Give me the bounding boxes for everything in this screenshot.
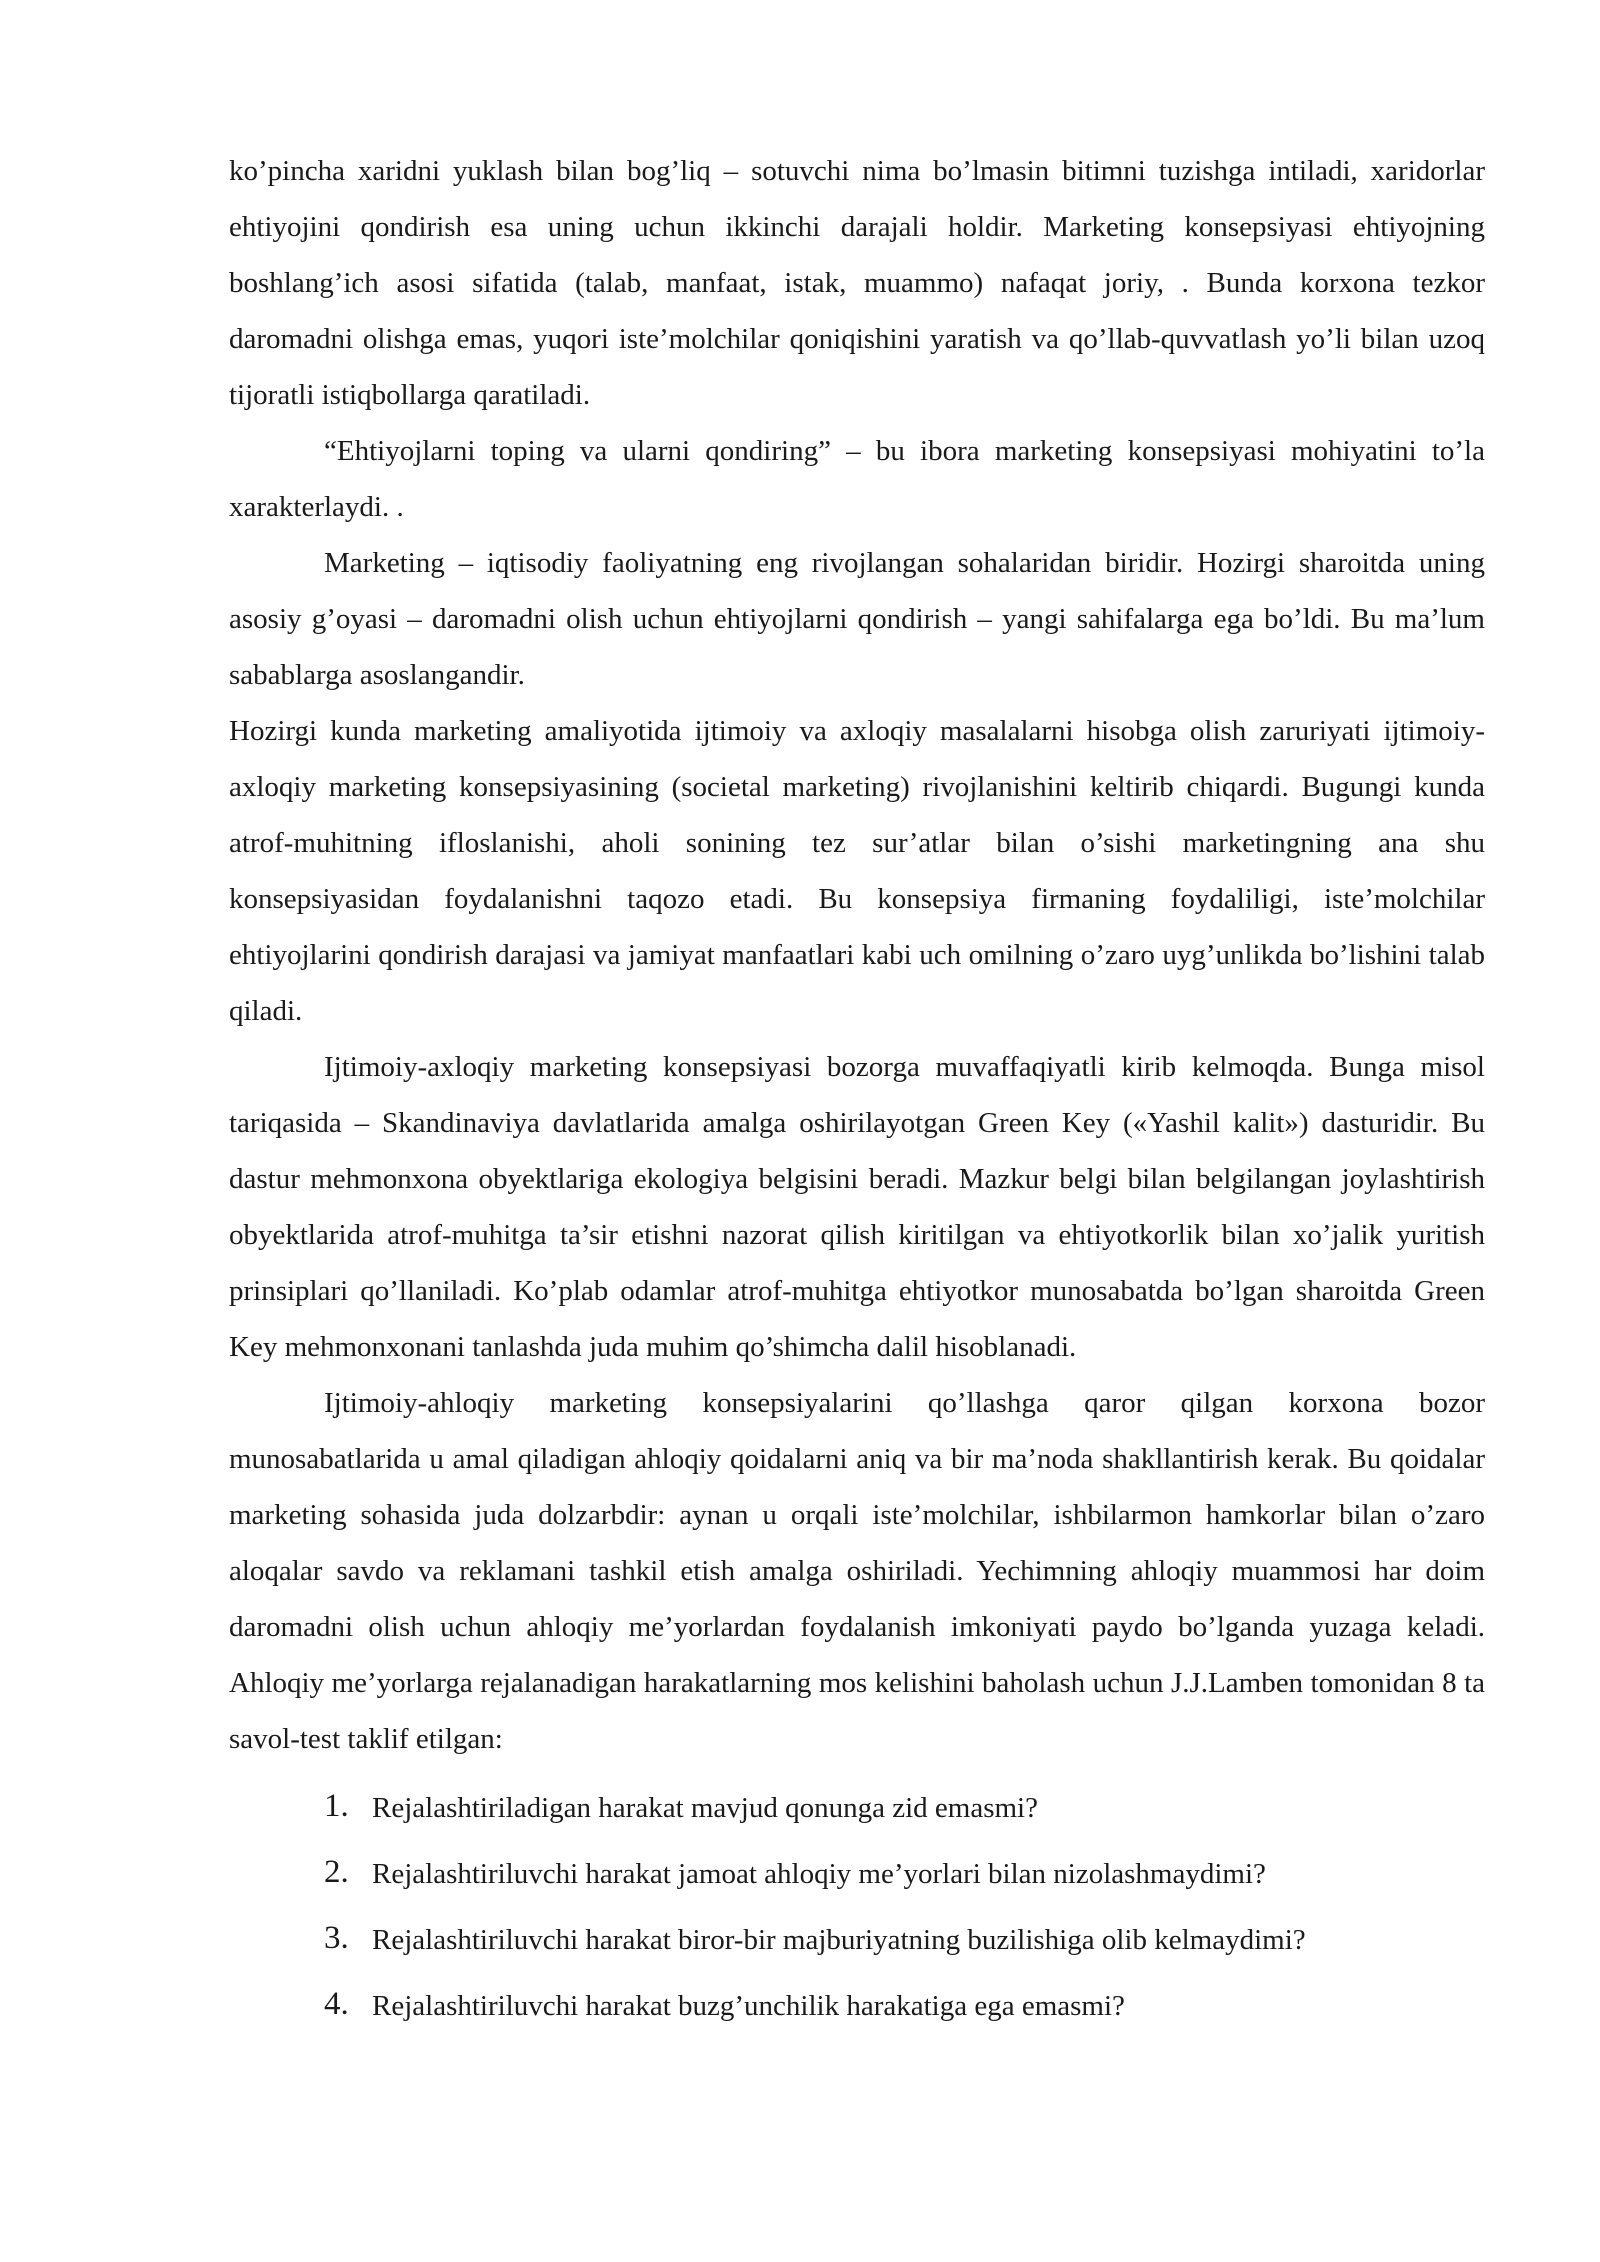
list-item-text: Rejalashtiriluvchi harakat jamoat ahloqiy me’yorlari bilan nizolashmaydimi?	[372, 1858, 1266, 1890]
paragraph-marketing: Marketing – iqtisodiy faoliyatning eng rivojlangan sohalaridan biridir. Hozirgi sharoitda uning asosiy g’oyasi – daromadni olish uchun ehtiyojlarni qondirish – yangi sahifalarga ega bo’ldi. Bu ma’lum sabablarga asoslangandir.	[229, 547, 1485, 691]
paragraph-societal-marketing: Hozirgi kunda marketing amaliyotida ijtimoiy va axloqiy masalalarni hisobga olish zaruriyati ijtimoiy-axloqiy marketing konsepsiyasining (societal marketing) rivojlanishini keltirib chiqardi. Bugungi kunda atrof-muhitning ifloslanishi, aholi sonining tez sur’atlar bilan o’sishi marketingning ana shu konsepsiyasidan foydalanishni taqozo etadi. Bu konsepsiya firmaning foydaliligi, iste’molchilar ehtiyojlarini qondirish darajasi va jamiyat manfaatlari kabi uch omilning o’zaro uyg’unlikda bo’lishini talab qiladi.	[229, 715, 1485, 1027]
document-body	[229, 143, 1485, 2039]
list-item	[229, 1841, 1485, 1907]
list-item	[229, 1973, 1485, 2039]
list-item-number: 1.	[324, 1788, 349, 1824]
test-question-list	[229, 1775, 1485, 2039]
list-item	[229, 1775, 1485, 1841]
list-item-text: Rejalashtiriluvchi harakat biror-bir majburiyatning buzilishiga olib kelmaydimi?	[372, 1924, 1306, 1956]
paragraph-continuation: ko’pincha xaridni yuklash bilan bog’liq – sotuvchi nima bo’lmasin bitimni tuzishga intiladi, xaridorlar ehtiyojini qondirish esa uning uchun ikkinchi darajali holdir. Marketing konsepsiyasi ehtiyojning boshlang’ich asosi sifatida (talab, manfaat, istak, muammo) nafaqat joriy, . Bunda korxona tezkor daromadni olishga emas, yuqori iste’molchilar qoniqishini yaratish va qo’llab-quvvatlash yo’li bilan uzoq tijoratli istiqbollarga qaratiladi.	[229, 155, 1485, 411]
list-item-number: 4.	[324, 1986, 349, 2022]
paragraph-green-key: Ijtimoiy-axloqiy marketing konsepsiyasi bozorga muvaffaqiyatli kirib kelmoqda. Bunga misol tariqasida – Skandinaviya davlatlarida amalga oshirilayotgan Green Key («Yashil kalit») dasturidir. Bu dastur mehmonxona obyektlariga ekologiya belgisini beradi. Mazkur belgi bilan belgilangan joylashtirish obyektlarida atrof-muhitga ta’sir etishni nazorat qilish kiritilgan va ehtiyotkorlik bilan xo’jalik yuritish prinsiplari qo’llaniladi. Ko’plab odamlar atrof-muhitga ehtiyotkor munosabatda bo’lgan sharoitda Green Key mehmonxonani tanlashda juda muhim qo’shimcha dalil hisoblanadi.	[229, 1051, 1485, 1363]
paragraph-quote: “Ehtiyojlarni toping va ularni qondiring” – bu ibora marketing konsepsiyasi mohiyatini to’la xarakterlaydi. .	[229, 435, 1485, 523]
list-item-text: Rejalashtiriladigan harakat mavjud qonunga zid emasmi?	[372, 1792, 1038, 1824]
list-item-number: 2.	[324, 1854, 349, 1890]
list-item-text: Rejalashtiriluvchi harakat buzg’unchilik harakatiga ega emasmi?	[372, 1990, 1125, 2022]
paragraph-ethics: Ijtimoiy-ahloqiy marketing konsepsiyalarini qo’llashga qaror qilgan korxona bozor munosabatlarida u amal qiladigan ahloqiy qoidalarni aniq va bir ma’noda shakllantirish kerak. Bu qoidalar marketing sohasida juda dolzarbdir: aynan u orqali iste’molchilar, ishbilarmon hamkorlar bilan o’zaro aloqalar savdo va reklamani tashkil etish amalga oshiriladi. Yechimning ahloqiy muammosi har doim daromadni olish uchun ahloqiy me’yorlardan foydalanish imkoniyati paydo bo’lganda yuzaga keladi. Ahloqiy me’yorlarga rejalanadigan harakatlarning mos kelishini baholash uchun J.J.Lamben tomonidan 8 ta savol-test taklif etilgan:	[229, 1387, 1485, 1755]
list-item	[229, 1907, 1485, 1973]
list-item-number: 3.	[324, 1920, 349, 1956]
